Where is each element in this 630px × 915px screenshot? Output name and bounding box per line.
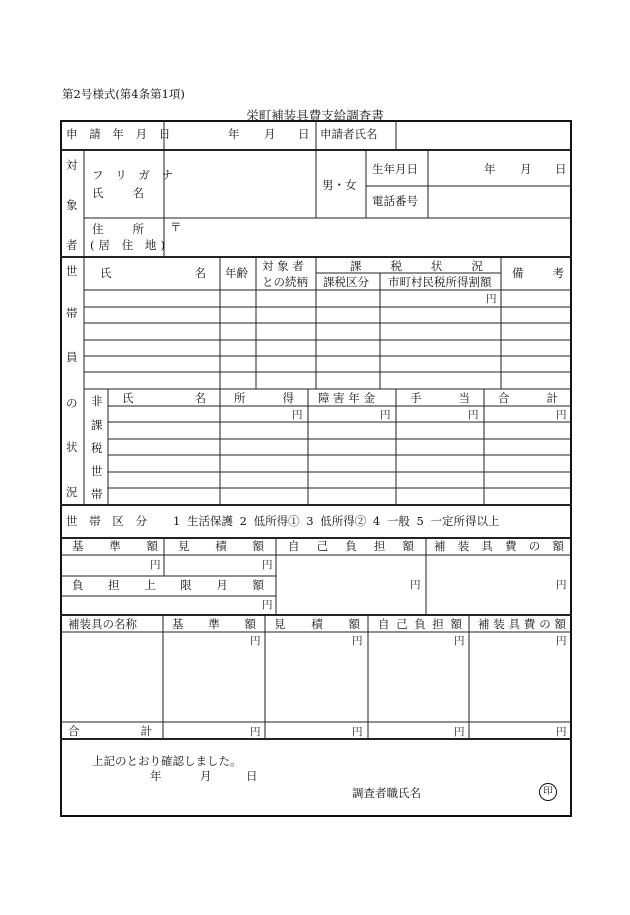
birth-year-unit: 年 [484,162,496,176]
remarks-header: 備 考 [512,266,577,280]
device-total-label: 合 計 [68,724,152,738]
municipal-tax-header: 市町村民税所得割額 [388,275,492,289]
municipal-tax-yen: 円 [486,293,497,305]
application-date-label: 申 請 年 月 日 [66,127,175,141]
gender-label: 男・女 [322,178,357,192]
application-month-unit: 月 [264,127,276,141]
total-self-pay-yen: 円 [454,726,465,738]
household-side-label-6: 況 [66,485,78,499]
confirmation-year-unit: 年 [150,769,162,783]
application-day-unit: 日 [298,127,310,141]
device-self-pay-yen: 円 [454,635,465,647]
address-label: 住 所 [92,222,157,236]
income-header: 所 得 [234,391,294,405]
device-cost-amount-label: 補 装 具 費 の 額 [434,539,564,553]
birth-day-unit: 日 [555,162,567,176]
limit-yen: 円 [262,599,273,611]
application-year-unit: 年 [228,127,240,141]
standard-amount-label: 基 準 額 [72,539,158,553]
device-estimate-header: 見 積 額 [274,617,360,631]
household-side-label-5: 状 [66,440,78,454]
applicant-name-label: 申請者氏名 [320,127,378,141]
subject-name-label: 氏 名 [92,186,157,200]
exempt-side-label-1: 非 [91,394,103,408]
limit-amount-label: 負 担 上 限 月 額 [72,578,264,592]
form-number: 第2号様式(第4条第1項) [62,87,185,101]
self-pay-yen: 円 [410,579,421,591]
confirmation-month-unit: 月 [200,769,212,783]
exempt-side-label-3: 税 [91,441,103,455]
exempt-total-header: 合 計 [498,391,558,405]
pension-yen: 円 [380,409,391,421]
standard-yen: 円 [150,559,161,571]
birth-month-unit: 月 [520,162,532,176]
household-side-label-1: 世 [66,264,78,278]
tax-status-header: 課 税 状 況 [350,259,496,273]
household-category-label: 世 帯 区 分 [66,514,152,528]
device-cost-yen: 円 [556,579,567,591]
allowance-header: 手 当 [410,391,470,405]
confirmation-text: 上記のとおり確認しました。 [92,754,242,768]
device-cost-yen: 円 [556,635,567,647]
investigator-label: 調査者職氏名 [352,786,421,800]
device-standard-yen: 円 [250,635,261,647]
birthdate-label: 生年月日 [372,162,418,176]
total-device-cost-yen: 円 [556,726,567,738]
device-standard-header: 基 準 額 [172,617,256,631]
exempt-side-label-2: 課 [91,418,103,432]
subject-side-label-3: 者 [66,238,78,252]
household-category-options: 1 生活保護 2 低所得① 3 低所得② 4 一般 5 一定所得以上 [173,514,500,528]
exempt-total-yen: 円 [556,409,567,421]
furigana-label: フ リ ガ ナ [92,168,178,182]
exempt-side-label-4: 世 [91,464,103,478]
seal-icon: 印 [539,783,557,801]
exempt-side-label-5: 帯 [91,487,103,501]
residence-label: (居 住 地) [90,238,169,252]
relation-header-line1: 対 象 者 [262,259,304,273]
pension-header: 障 害 年 金 [318,391,375,405]
device-self-pay-header: 自 己 負 担 額 [378,617,462,631]
subject-side-label-1: 対 [66,158,78,172]
household-side-label-4: の [66,396,78,410]
tax-class-header: 課税区分 [323,275,369,289]
relation-header-line2: との続柄 [262,275,308,289]
device-cost-header: 補 装 具 費 の 額 [478,617,566,631]
total-standard-yen: 円 [250,726,261,738]
confirmation-day-unit: 日 [246,769,258,783]
estimate-yen: 円 [262,559,273,571]
device-estimate-yen: 円 [352,635,363,647]
total-estimate-yen: 円 [352,726,363,738]
income-yen: 円 [292,409,303,421]
estimate-amount-label: 見 積 額 [178,539,264,553]
member-name-header: 氏 名 [100,266,206,280]
postal-mark: 〒 [170,220,182,234]
device-name-header: 補装具の名称 [68,617,137,631]
document-title: 栄町補装具費支給調査書 [246,108,384,123]
exempt-name-header: 氏 名 [122,391,206,405]
phone-label: 電話番号 [372,194,418,208]
household-side-label-3: 員 [66,350,78,364]
self-pay-amount-label: 自 己 負 担 額 [288,539,414,553]
subject-side-label-2: 象 [66,198,78,212]
age-header: 年齢 [225,266,248,280]
allowance-yen: 円 [468,409,479,421]
household-side-label-2: 帯 [66,306,78,320]
